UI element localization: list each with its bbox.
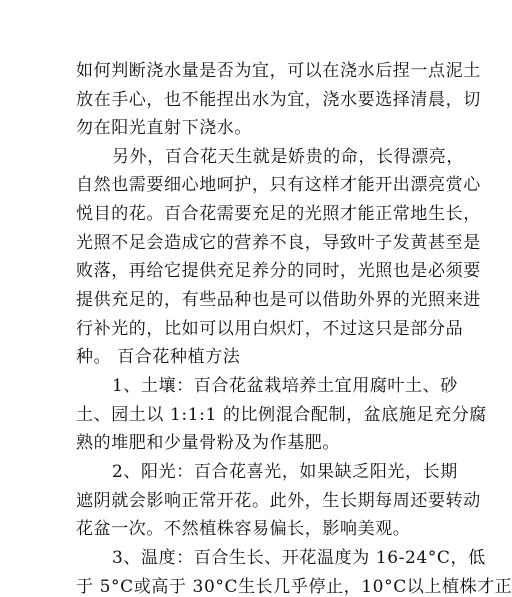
text-line: 土、园土以 1:1:1 的比例混合配制，盆底施足充分腐 xyxy=(76,405,487,425)
text-line: 1、土壤：百合花盆栽培养土宜用腐叶土、砂 xyxy=(112,376,458,396)
text-line: 败落，再给它提供充足养分的同时，光照也是必须要 xyxy=(76,261,481,281)
text-line: 放在手心，也不能捏出水为宜，浇水要选择清晨，切 xyxy=(76,90,481,110)
text-line: 悦目的花。百合花需要充足的光照才能正常地生长， xyxy=(76,204,481,224)
text-line: 熟的堆肥和少量骨粉及为作基肥。 xyxy=(76,433,340,453)
section-heading-line: 种。 百合花种植方法 xyxy=(76,347,241,367)
text-line: 于 5°C或高于 30°C生长几乎停止，10°C以上植株才正 xyxy=(76,577,512,597)
text-line: 花盆一次。不然植株容易偏长，影响美观。 xyxy=(76,519,411,539)
text-line: 提供充足的，有些品种也是可以借助外界的光照来进 xyxy=(76,290,481,310)
text-line: 遮阴就会影响正常开花。此外，生长期每周还要转动 xyxy=(76,491,481,511)
text-line: 如何判断浇水量是否为宜，可以在浇水后捏一点泥土 xyxy=(76,61,481,81)
text-line: 2、阳光：百合花喜光，如果缺乏阳光，长期 xyxy=(112,462,458,482)
text-line: 光照不足会造成它的营养不良，导致叶子发黄甚至是 xyxy=(76,233,481,253)
text-line: 3、温度：百合生长、开花温度为 16-24°C，低 xyxy=(112,548,486,568)
text-line: 自然也需要细心地呵护，只有这样才能开出漂亮赏心 xyxy=(76,175,481,195)
text-line: 另外，百合花天生就是娇贵的命，长得漂亮， xyxy=(112,147,464,167)
text-line: 行补光的，比如可以用白炽灯，不过这只是部分品 xyxy=(76,319,464,339)
text-line: 勿在阳光直射下浇水。 xyxy=(76,118,252,138)
